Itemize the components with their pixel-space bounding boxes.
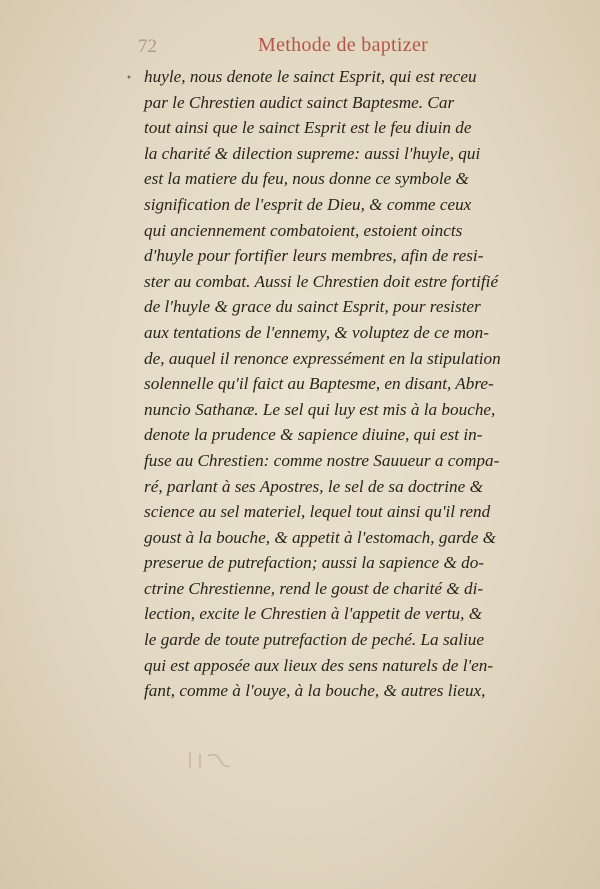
body-text <box>144 64 584 704</box>
text-line: ster au combat. Aussi le Chrestien doit estre fortifié <box>144 271 499 291</box>
margin-dot: • <box>126 73 132 84</box>
text-line: de, auquel il renonce expressément en la stipulation <box>144 348 501 368</box>
page-header <box>0 34 600 64</box>
text-line: huyle, nous denote le sainct Esprit, qui est receu <box>144 67 477 86</box>
running-title: Methode de baptizer <box>258 34 429 56</box>
text-line: d'huyle pour fortifier leurs membres, afin de resi- <box>144 246 484 266</box>
text-line: aux tentations de l'ennemy, & voluptez de ce mon- <box>144 322 489 342</box>
text-line: fuse au Chrestien: comme nostre Sauueur a compa- <box>144 450 500 470</box>
page-number: 72 <box>138 36 157 57</box>
text-line: par le Chrestien audict sainct Baptesme. Car <box>144 92 455 112</box>
text-line: solennelle qu'il faict au Baptesme, en disant, Abre- <box>144 374 494 394</box>
text-line: ctrine Chrestienne, rend le goust de charité & di- <box>144 578 484 598</box>
text-line: le garde de toute putrefaction de peché. La saliue <box>144 630 485 650</box>
text-line: fant, comme à l'ouye, à la bouche, & autres lieux, <box>144 681 486 701</box>
text-line: qui est apposée aux lieux des sens naturels de l'en- <box>144 655 494 675</box>
text-line: denote la prudence & sapience diuine, qui est in- <box>144 425 483 445</box>
text-line: de l'huyle & grace du sainct Esprit, pour resister <box>144 297 481 317</box>
text-line: lection, excite le Chrestien à l'appetit de vertu, & <box>144 604 483 624</box>
text-line: preserue de putrefaction; aussi la sapience & do- <box>144 553 485 573</box>
text-line: ré, parlant à ses Apostres, le sel de sa doctrine & <box>144 476 483 496</box>
text-line: signification de l'esprit de Dieu, & comme ceux <box>144 194 472 214</box>
text-line: goust à la bouche, & appetit à l'estomach, garde & <box>144 527 496 547</box>
text-line: est la matiere du feu, nous donne ce symbole & <box>144 169 469 189</box>
text-line: science au sel materiel, lequel tout ainsi qu'il rend <box>144 502 491 522</box>
text-line: la charité & dilection supreme: aussi l'huyle, qui <box>144 143 481 163</box>
text-line: tout ainsi que le sainct Esprit est le feu diuin de <box>144 118 472 138</box>
bleed-through-marks <box>186 748 266 772</box>
text-line: qui anciennement combatoient, estoient oincts <box>144 220 463 240</box>
text-line: nuncio Sathanæ. Le sel qui luy est mis à la bouche, <box>144 399 496 419</box>
